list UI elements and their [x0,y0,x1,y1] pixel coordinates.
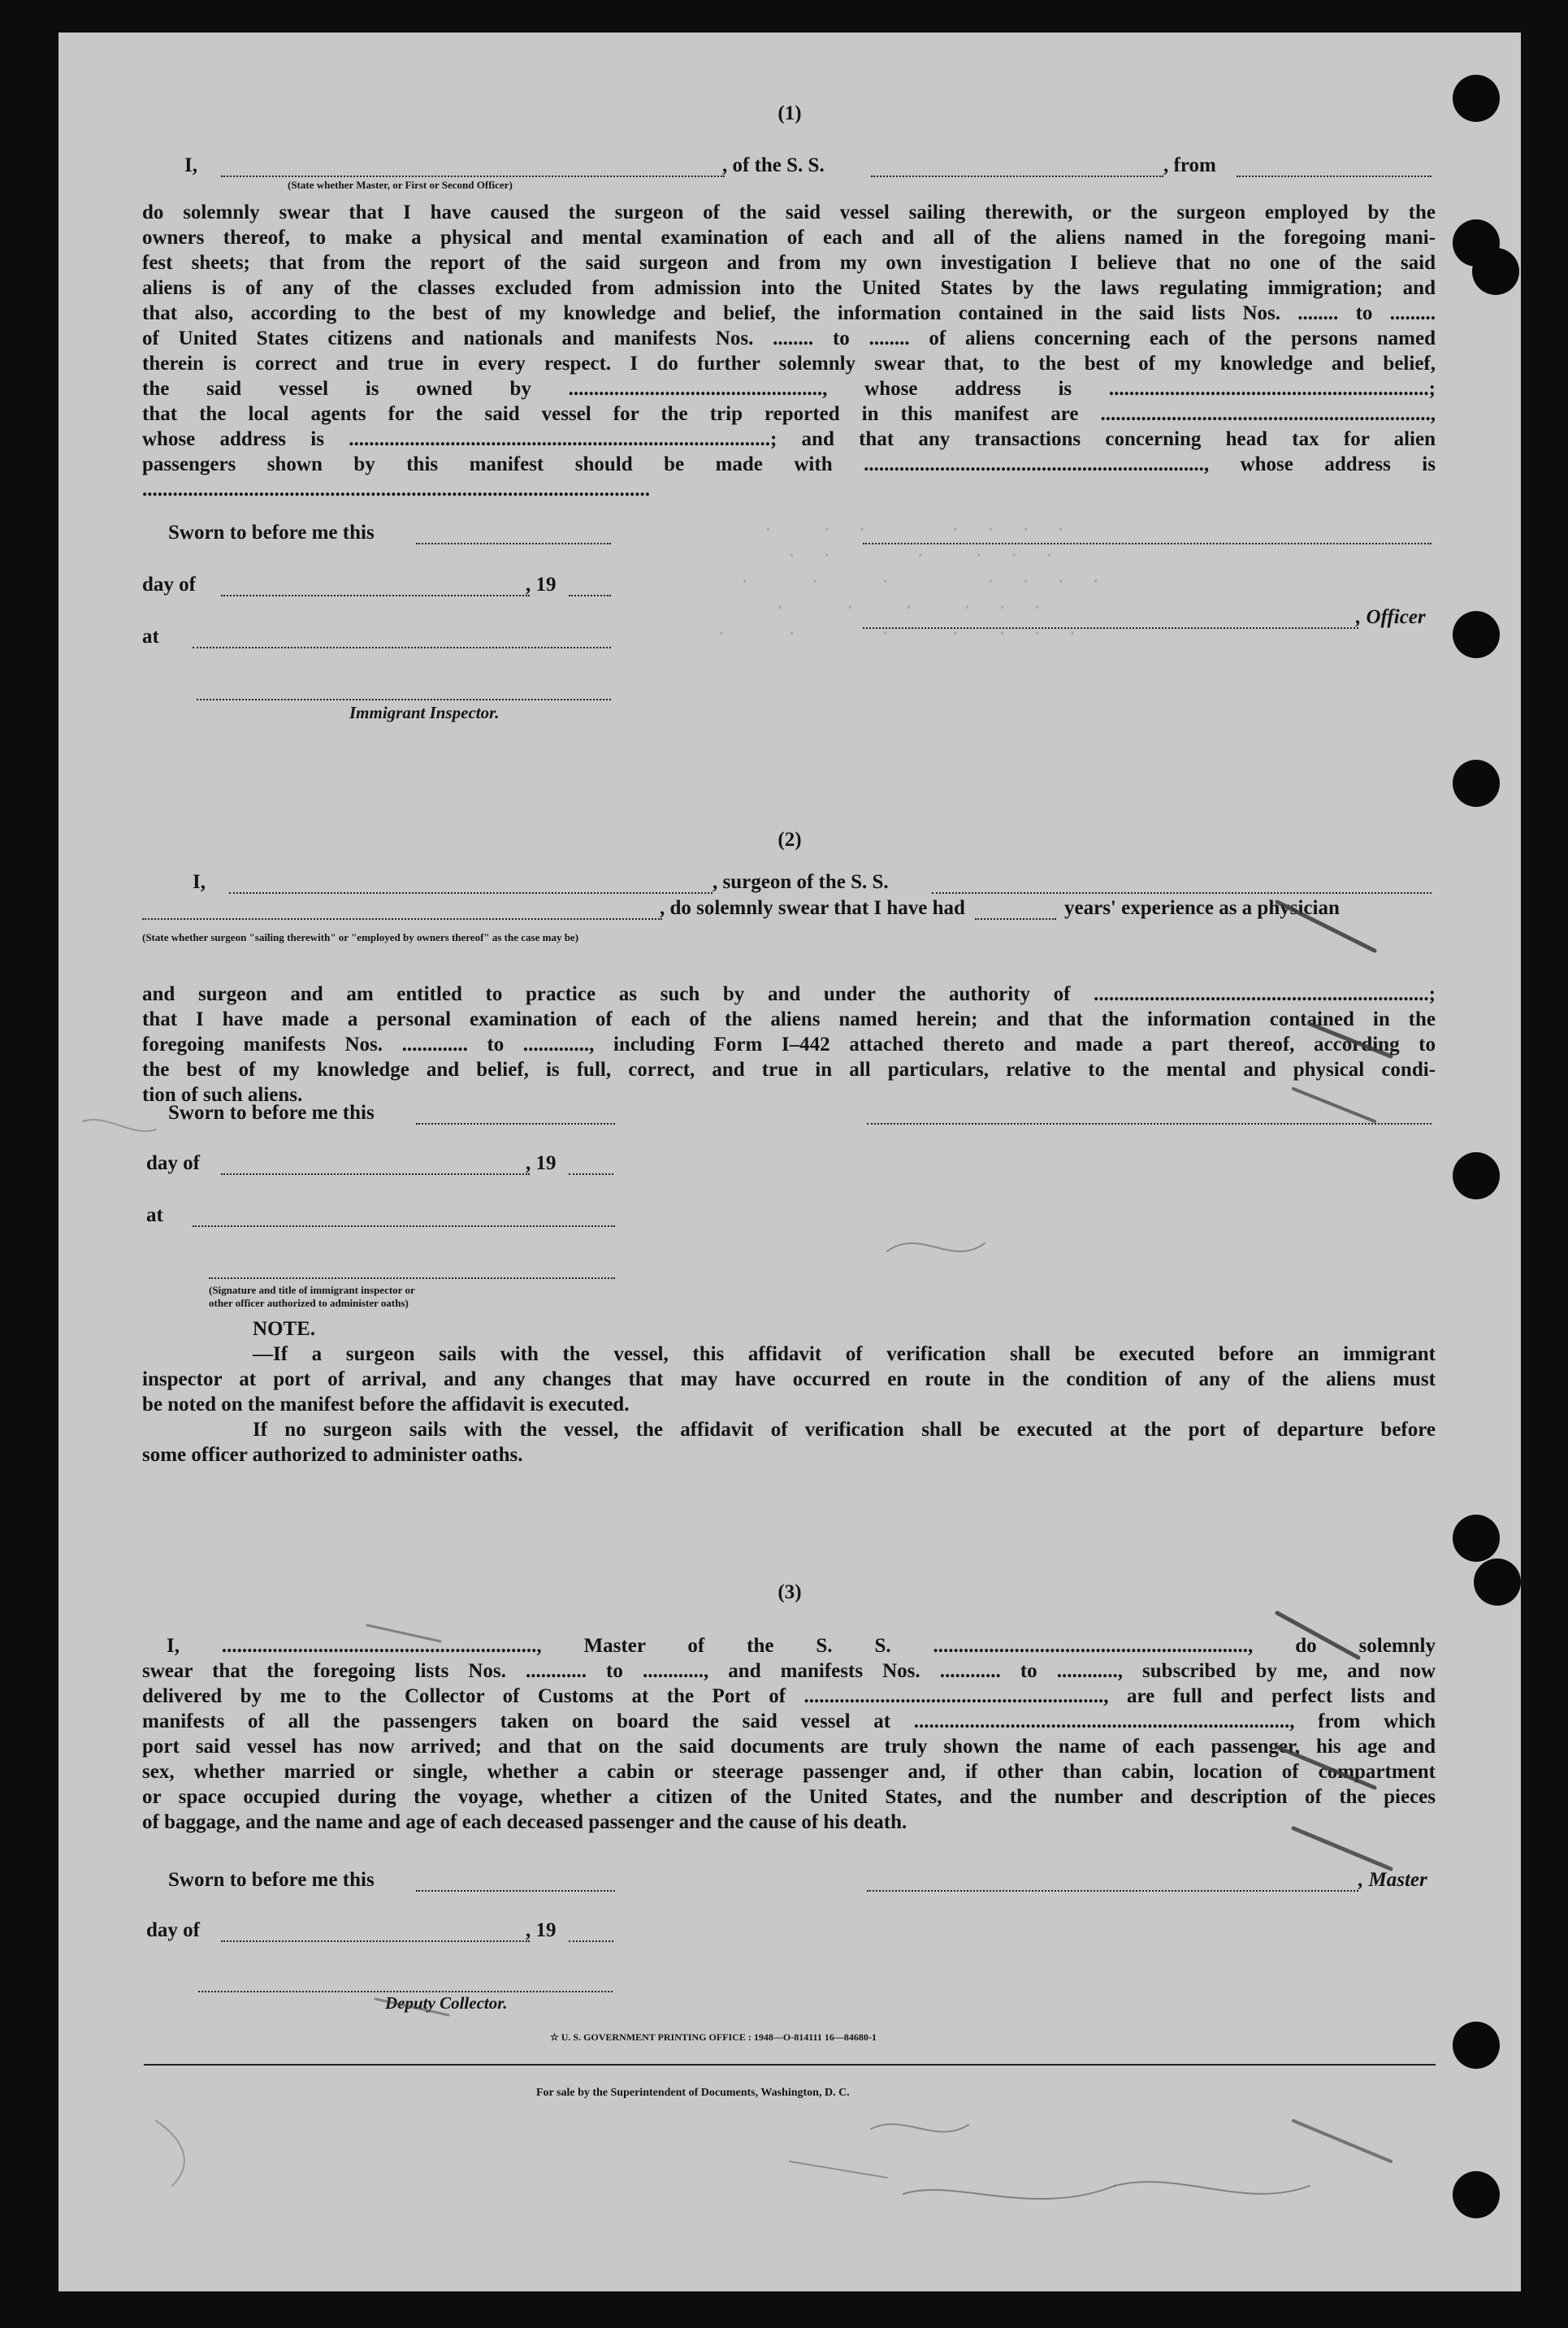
section-3-number: (3) [778,1581,802,1603]
at-label-2: at [146,1204,163,1226]
section-2-paragraph: and surgeon and am entitled to practice as such by and under the authority of ..................................................................; that I have made a personal examination of each of the aliens named herein; and that the information contained in the foregoing manifests Nos. ............. to ............., including Form I–442 attached thereto and made a part thereof, according to the best of my knowledge and belief, is full, correct, and true in all particulars, relative to the mental and physical condi- tion of such aliens. [142,983,1436,1106]
master-label: , Master [1358,1869,1427,1891]
note-label: NOTE. [253,1318,316,1340]
section-2-number: (2) [778,829,802,851]
officer-label: , Officer [1356,606,1426,628]
sworn-label-1: Sworn to before me this [168,522,375,544]
year-label-1: , 19 [526,574,557,596]
label-i-2: I, [193,871,206,893]
label-from: , from [1163,154,1216,176]
at-label-1: at [142,626,159,648]
sale-notice: For sale by the Superintendent of Documents, Washington, D. C. [536,2087,850,2099]
label-years-experience: years' experience as a physician [1064,897,1340,919]
sig-caption-1: (Signature and title of immigrant inspector or [209,1284,415,1296]
collector-label: Deputy Collector. [385,1993,508,2013]
section-1-number: (1) [778,102,802,124]
label-i: I, [184,154,197,176]
sworn-label-3: Sworn to before me this [168,1869,375,1891]
sig-caption-2: other officer authorized to administer oaths) [209,1297,409,1309]
day-of-label-2: day of [146,1152,200,1174]
note-paragraph: NOTE. —If a surgeon sails with the vessel, this affidavit of verification shall be executed before an immigrant inspector at port of arrival, and any changes that may have occurred en route in the condition of any of the aliens must be noted on the manifest before the affidavit is executed. If no surgeon sails with the vessel, the affidavit of verification shall be executed at the port of departure before some officer authorized to administer oaths. [142,1318,1436,1466]
manifest-back-page [58,33,1521,2291]
year-label-2: , 19 [526,1152,557,1174]
printing-office-line: ☆ U. S. GOVERNMENT PRINTING OFFICE : 1948—O-814111 16—84680-1 [550,2031,877,2043]
section-3-paragraph: I, .............................................................., Master of the S. S. .............................................................., do solemnly swear that the foregoing lists Nos. ............ to ............, and manifests Nos. ............ to ............, subscribed by me, and now delivered by me to the Collector of Customs at the Port of ..........................................................., are full and perfect lists and manifests of all the passengers taken on board the said vessel at .........................................................................., from which port said vessel has now arrived; and that on the said documents are truly shown the name of each passenger, his age and sex, whether married or single, whether a cabin or steerage passenger and, if other than cabin, location of compartment or space occupied during the voyage, whether a citizen of the United States, and the number and description of the pieces of baggage, and the name and age of each deceased passenger and the cause of his death. [142,1635,1436,1833]
inspector-label: Immigrant Inspector. [349,703,500,722]
bleed-through-text: . . . . . . . . . . . . . . . . . . . . . . . . . . . . . . . . . [715,515,1102,641]
section-1-paragraph: do solemnly swear that I have caused the surgeon of the said vessel sailing therewith, or the surgeon employed by the owners thereof, to make a physical and mental examination of each and all of the aliens named in the foregoing mani- fest sheets; that from the report of the said surgeon and from my own investigation I believe that no one of the said aliens is of any of the classes excluded from admission into the United States by the laws regulating immigration; and that also, according to the best of my knowledge and belief, the information contained in the said lists Nos. ........ to ......... of United States citizens and nationals and manifests Nos. ........ to ........ of aliens concerning each of the persons named therein is correct and true in every respect. I do further solemnly swear that, to the best of my knowledge and belief, the said vessel is owned by .................................................., whose address is ...............................................................; that the local agents for the said vessel for the trip reported in this manifest are ................................................................., whose address is ...................................................................................; and that any transactions concerning head tax for alien passengers shown by this manifest should be made with ..................................................................., whose address is .................................................................................................... [142,202,1436,501]
officer-caption: (State whether Master, or First or Second Officer) [288,179,513,191]
sworn-label-2: Sworn to before me this [168,1102,375,1124]
label-solemnly-swear: , do solemnly swear that I have had [660,897,965,919]
surgeon-caption: (State whether surgeon "sailing therewith" or "employed by owners thereof" as the case may be) [142,931,579,943]
label-of-ss: , of the S. S. [722,154,825,176]
year-label-3: , 19 [526,1919,557,1941]
label-surgeon-of: , surgeon of the S. S. [713,871,889,893]
day-of-label-1: day of [142,574,196,596]
day-of-label-3: day of [146,1919,200,1941]
handwritten-marks [58,33,1521,2291]
